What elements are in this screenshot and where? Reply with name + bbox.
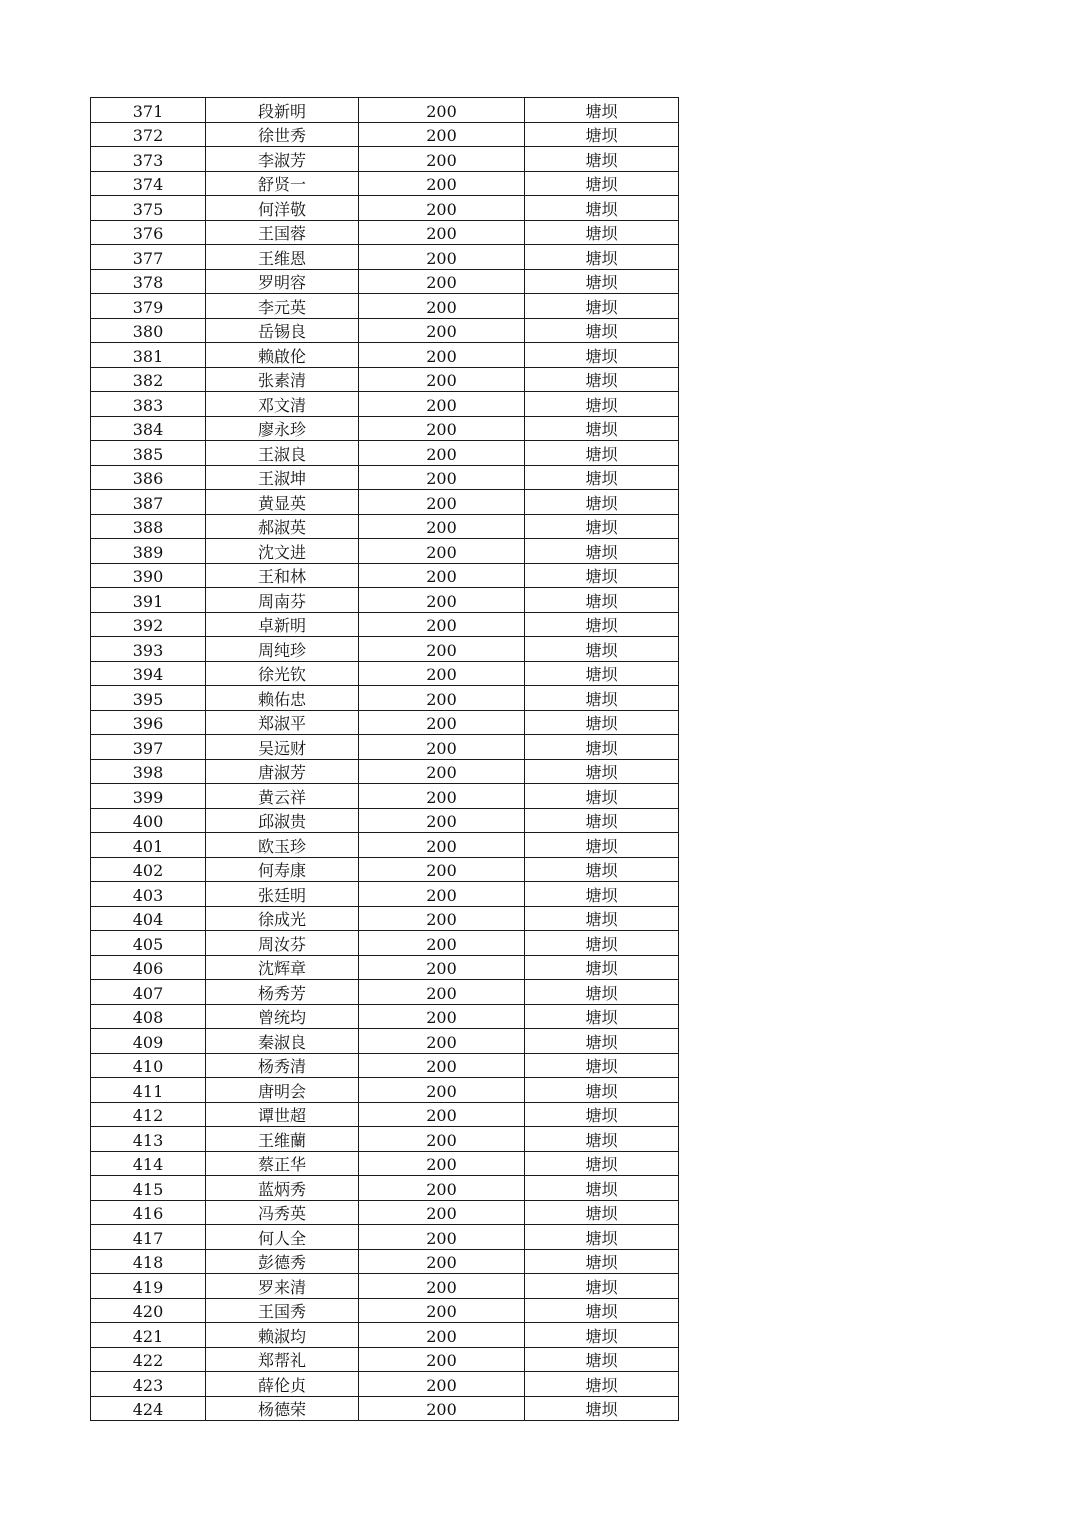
place-cell: 塘坝 — [525, 220, 679, 245]
name-cell: 蔡正华 — [206, 1151, 359, 1176]
amount-cell: 200 — [359, 294, 525, 319]
amount-cell: 200 — [359, 1053, 525, 1078]
place-cell: 塘坝 — [525, 1127, 679, 1152]
amount-cell: 200 — [359, 1127, 525, 1152]
table-row — [91, 1372, 679, 1397]
name-cell: 曾统均 — [206, 1004, 359, 1029]
amount-cell: 200 — [359, 1176, 525, 1201]
name-cell: 郑帮礼 — [206, 1347, 359, 1372]
place-cell: 塘坝 — [525, 1078, 679, 1103]
name-cell: 周汝芬 — [206, 931, 359, 956]
amount-cell: 200 — [359, 122, 525, 147]
table-row — [91, 514, 679, 539]
name-cell: 赖啟伦 — [206, 343, 359, 368]
row-index-cell: 400 — [91, 808, 206, 833]
table-row — [91, 1053, 679, 1078]
row-index-cell: 419 — [91, 1274, 206, 1299]
table-row — [91, 1396, 679, 1421]
table-row — [91, 318, 679, 343]
row-index-cell: 390 — [91, 563, 206, 588]
place-cell: 塘坝 — [525, 294, 679, 319]
place-cell: 塘坝 — [525, 1274, 679, 1299]
table-row — [91, 416, 679, 441]
row-index-cell: 399 — [91, 784, 206, 809]
amount-cell: 200 — [359, 416, 525, 441]
place-cell: 塘坝 — [525, 1102, 679, 1127]
place-cell: 塘坝 — [525, 1298, 679, 1323]
name-cell: 郝淑英 — [206, 514, 359, 539]
table-row — [91, 1176, 679, 1201]
row-index-cell: 410 — [91, 1053, 206, 1078]
amount-cell: 200 — [359, 1200, 525, 1225]
table-row — [91, 1078, 679, 1103]
name-cell: 沈辉章 — [206, 955, 359, 980]
place-cell: 塘坝 — [525, 637, 679, 662]
name-cell: 罗明容 — [206, 269, 359, 294]
name-cell: 秦淑良 — [206, 1029, 359, 1054]
amount-cell: 200 — [359, 808, 525, 833]
table-row — [91, 245, 679, 270]
name-cell: 郑淑平 — [206, 710, 359, 735]
row-index-cell: 381 — [91, 343, 206, 368]
place-cell: 塘坝 — [525, 661, 679, 686]
table-row — [91, 392, 679, 417]
name-cell: 唐淑芳 — [206, 759, 359, 784]
row-index-cell: 404 — [91, 906, 206, 931]
name-cell: 薛伦贞 — [206, 1372, 359, 1397]
name-cell: 廖永珍 — [206, 416, 359, 441]
amount-cell: 200 — [359, 906, 525, 931]
place-cell: 塘坝 — [525, 1372, 679, 1397]
name-cell: 沈文进 — [206, 539, 359, 564]
place-cell: 塘坝 — [525, 882, 679, 907]
place-cell: 塘坝 — [525, 735, 679, 760]
row-index-cell: 388 — [91, 514, 206, 539]
name-cell: 王和林 — [206, 563, 359, 588]
place-cell: 塘坝 — [525, 392, 679, 417]
amount-cell: 200 — [359, 98, 525, 123]
place-cell: 塘坝 — [525, 98, 679, 123]
amount-cell: 200 — [359, 1298, 525, 1323]
name-cell: 何寿康 — [206, 857, 359, 882]
amount-cell: 200 — [359, 1225, 525, 1250]
row-index-cell: 408 — [91, 1004, 206, 1029]
place-cell: 塘坝 — [525, 539, 679, 564]
amount-cell: 200 — [359, 1151, 525, 1176]
amount-cell: 200 — [359, 686, 525, 711]
row-index-cell: 412 — [91, 1102, 206, 1127]
table-row — [91, 1029, 679, 1054]
name-cell: 唐明会 — [206, 1078, 359, 1103]
place-cell: 塘坝 — [525, 833, 679, 858]
row-index-cell: 422 — [91, 1347, 206, 1372]
row-index-cell: 421 — [91, 1323, 206, 1348]
amount-cell: 200 — [359, 857, 525, 882]
row-index-cell: 389 — [91, 539, 206, 564]
name-cell: 徐世秀 — [206, 122, 359, 147]
place-cell: 塘坝 — [525, 588, 679, 613]
name-cell: 王维蘭 — [206, 1127, 359, 1152]
row-index-cell: 423 — [91, 1372, 206, 1397]
name-cell: 杨秀清 — [206, 1053, 359, 1078]
row-index-cell: 396 — [91, 710, 206, 735]
place-cell: 塘坝 — [525, 563, 679, 588]
amount-cell: 200 — [359, 514, 525, 539]
table-row — [91, 980, 679, 1005]
place-cell: 塘坝 — [525, 1176, 679, 1201]
name-cell: 吴远财 — [206, 735, 359, 760]
row-index-cell: 401 — [91, 833, 206, 858]
table-body — [91, 98, 679, 1421]
row-index-cell: 405 — [91, 931, 206, 956]
table-row — [91, 759, 679, 784]
place-cell: 塘坝 — [525, 1225, 679, 1250]
name-cell: 周南芬 — [206, 588, 359, 613]
row-index-cell: 398 — [91, 759, 206, 784]
place-cell: 塘坝 — [525, 808, 679, 833]
amount-cell: 200 — [359, 833, 525, 858]
row-index-cell: 416 — [91, 1200, 206, 1225]
place-cell: 塘坝 — [525, 980, 679, 1005]
name-cell: 王淑坤 — [206, 465, 359, 490]
amount-cell: 200 — [359, 1078, 525, 1103]
name-cell: 蓝炳秀 — [206, 1176, 359, 1201]
amount-cell: 200 — [359, 1347, 525, 1372]
place-cell: 塘坝 — [525, 1029, 679, 1054]
name-cell: 邓文清 — [206, 392, 359, 417]
place-cell: 塘坝 — [525, 1151, 679, 1176]
row-index-cell: 383 — [91, 392, 206, 417]
name-cell: 何人全 — [206, 1225, 359, 1250]
name-cell: 邱淑贵 — [206, 808, 359, 833]
table-row — [91, 122, 679, 147]
row-index-cell: 394 — [91, 661, 206, 686]
amount-cell: 200 — [359, 759, 525, 784]
table-row — [91, 269, 679, 294]
place-cell: 塘坝 — [525, 441, 679, 466]
table-row — [91, 637, 679, 662]
table-row — [91, 465, 679, 490]
name-cell: 舒贤一 — [206, 171, 359, 196]
amount-cell: 200 — [359, 392, 525, 417]
table-row — [91, 1274, 679, 1299]
row-index-cell: 417 — [91, 1225, 206, 1250]
row-index-cell: 371 — [91, 98, 206, 123]
amount-cell: 200 — [359, 661, 525, 686]
table-row — [91, 1347, 679, 1372]
amount-cell: 200 — [359, 367, 525, 392]
place-cell: 塘坝 — [525, 784, 679, 809]
row-index-cell: 386 — [91, 465, 206, 490]
place-cell: 塘坝 — [525, 955, 679, 980]
amount-cell: 200 — [359, 1004, 525, 1029]
place-cell: 塘坝 — [525, 1323, 679, 1348]
row-index-cell: 385 — [91, 441, 206, 466]
name-cell: 彭德秀 — [206, 1249, 359, 1274]
name-cell: 欧玉珍 — [206, 833, 359, 858]
table-row — [91, 147, 679, 172]
place-cell: 塘坝 — [525, 686, 679, 711]
name-cell: 卓新明 — [206, 612, 359, 637]
name-cell: 何洋敬 — [206, 196, 359, 221]
table-row — [91, 686, 679, 711]
table-row — [91, 1200, 679, 1225]
row-index-cell: 375 — [91, 196, 206, 221]
table-row — [91, 220, 679, 245]
name-cell: 王国秀 — [206, 1298, 359, 1323]
row-index-cell: 409 — [91, 1029, 206, 1054]
name-cell: 杨德荣 — [206, 1396, 359, 1421]
name-cell: 张素清 — [206, 367, 359, 392]
table-row — [91, 906, 679, 931]
table-row — [91, 441, 679, 466]
table-row — [91, 882, 679, 907]
table-row — [91, 171, 679, 196]
amount-cell: 200 — [359, 490, 525, 515]
amount-cell: 200 — [359, 343, 525, 368]
place-cell: 塘坝 — [525, 490, 679, 515]
amount-cell: 200 — [359, 441, 525, 466]
place-cell: 塘坝 — [525, 514, 679, 539]
table-row — [91, 1102, 679, 1127]
amount-cell: 200 — [359, 318, 525, 343]
amount-cell: 200 — [359, 980, 525, 1005]
name-cell: 杨秀芳 — [206, 980, 359, 1005]
place-cell: 塘坝 — [525, 1053, 679, 1078]
place-cell: 塘坝 — [525, 269, 679, 294]
row-index-cell: 377 — [91, 245, 206, 270]
name-cell: 黄云祥 — [206, 784, 359, 809]
row-index-cell: 413 — [91, 1127, 206, 1152]
table-row — [91, 955, 679, 980]
place-cell: 塘坝 — [525, 1347, 679, 1372]
place-cell: 塘坝 — [525, 1396, 679, 1421]
name-cell: 徐光钦 — [206, 661, 359, 686]
amount-cell: 200 — [359, 931, 525, 956]
place-cell: 塘坝 — [525, 416, 679, 441]
row-index-cell: 379 — [91, 294, 206, 319]
table-row — [91, 735, 679, 760]
table-row — [91, 1225, 679, 1250]
table-row — [91, 367, 679, 392]
data-table — [90, 97, 679, 1421]
table-row — [91, 490, 679, 515]
row-index-cell: 380 — [91, 318, 206, 343]
name-cell: 李元英 — [206, 294, 359, 319]
table-row — [91, 808, 679, 833]
table-row — [91, 1249, 679, 1274]
row-index-cell: 411 — [91, 1078, 206, 1103]
name-cell: 赖佑忠 — [206, 686, 359, 711]
place-cell: 塘坝 — [525, 465, 679, 490]
amount-cell: 200 — [359, 269, 525, 294]
row-index-cell: 384 — [91, 416, 206, 441]
amount-cell: 200 — [359, 1323, 525, 1348]
row-index-cell: 372 — [91, 122, 206, 147]
name-cell: 王国蓉 — [206, 220, 359, 245]
table-row — [91, 1323, 679, 1348]
table-row — [91, 612, 679, 637]
row-index-cell: 403 — [91, 882, 206, 907]
amount-cell: 200 — [359, 1102, 525, 1127]
amount-cell: 200 — [359, 171, 525, 196]
name-cell: 黄显英 — [206, 490, 359, 515]
row-index-cell: 382 — [91, 367, 206, 392]
name-cell: 王淑良 — [206, 441, 359, 466]
row-index-cell: 420 — [91, 1298, 206, 1323]
place-cell: 塘坝 — [525, 318, 679, 343]
place-cell: 塘坝 — [525, 906, 679, 931]
place-cell: 塘坝 — [525, 1200, 679, 1225]
amount-cell: 200 — [359, 710, 525, 735]
name-cell: 王维恩 — [206, 245, 359, 270]
amount-cell: 200 — [359, 539, 525, 564]
name-cell: 徐成光 — [206, 906, 359, 931]
amount-cell: 200 — [359, 784, 525, 809]
table-row — [91, 833, 679, 858]
table-row — [91, 1004, 679, 1029]
name-cell: 赖淑均 — [206, 1323, 359, 1348]
amount-cell: 200 — [359, 220, 525, 245]
row-index-cell: 395 — [91, 686, 206, 711]
place-cell: 塘坝 — [525, 710, 679, 735]
row-index-cell: 414 — [91, 1151, 206, 1176]
table-row — [91, 588, 679, 613]
row-index-cell: 407 — [91, 980, 206, 1005]
amount-cell: 200 — [359, 1029, 525, 1054]
row-index-cell: 406 — [91, 955, 206, 980]
place-cell: 塘坝 — [525, 196, 679, 221]
row-index-cell: 397 — [91, 735, 206, 760]
name-cell: 岳锡良 — [206, 318, 359, 343]
amount-cell: 200 — [359, 955, 525, 980]
place-cell: 塘坝 — [525, 343, 679, 368]
table-row — [91, 196, 679, 221]
name-cell: 张廷明 — [206, 882, 359, 907]
table-row — [91, 294, 679, 319]
amount-cell: 200 — [359, 1372, 525, 1397]
amount-cell: 200 — [359, 1396, 525, 1421]
amount-cell: 200 — [359, 735, 525, 760]
place-cell: 塘坝 — [525, 245, 679, 270]
name-cell: 罗来清 — [206, 1274, 359, 1299]
row-index-cell: 378 — [91, 269, 206, 294]
amount-cell: 200 — [359, 882, 525, 907]
name-cell: 段新明 — [206, 98, 359, 123]
row-index-cell: 402 — [91, 857, 206, 882]
place-cell: 塘坝 — [525, 171, 679, 196]
table-row — [91, 784, 679, 809]
row-index-cell: 373 — [91, 147, 206, 172]
table-row — [91, 343, 679, 368]
amount-cell: 200 — [359, 196, 525, 221]
place-cell: 塘坝 — [525, 931, 679, 956]
table-row — [91, 563, 679, 588]
name-cell: 李淑芳 — [206, 147, 359, 172]
place-cell: 塘坝 — [525, 147, 679, 172]
table-row — [91, 710, 679, 735]
place-cell: 塘坝 — [525, 612, 679, 637]
amount-cell: 200 — [359, 637, 525, 662]
row-index-cell: 391 — [91, 588, 206, 613]
amount-cell: 200 — [359, 1274, 525, 1299]
place-cell: 塘坝 — [525, 1004, 679, 1029]
row-index-cell: 415 — [91, 1176, 206, 1201]
place-cell: 塘坝 — [525, 367, 679, 392]
table-row — [91, 857, 679, 882]
table-row — [91, 931, 679, 956]
table-row — [91, 1127, 679, 1152]
amount-cell: 200 — [359, 465, 525, 490]
amount-cell: 200 — [359, 563, 525, 588]
name-cell: 周纯珍 — [206, 637, 359, 662]
amount-cell: 200 — [359, 245, 525, 270]
table-row — [91, 1298, 679, 1323]
row-index-cell: 376 — [91, 220, 206, 245]
table-row — [91, 1151, 679, 1176]
row-index-cell: 393 — [91, 637, 206, 662]
row-index-cell: 418 — [91, 1249, 206, 1274]
amount-cell: 200 — [359, 612, 525, 637]
table-row — [91, 98, 679, 123]
name-cell: 谭世超 — [206, 1102, 359, 1127]
name-cell: 冯秀英 — [206, 1200, 359, 1225]
amount-cell: 200 — [359, 1249, 525, 1274]
row-index-cell: 392 — [91, 612, 206, 637]
place-cell: 塘坝 — [525, 857, 679, 882]
table-row — [91, 539, 679, 564]
row-index-cell: 374 — [91, 171, 206, 196]
row-index-cell: 424 — [91, 1396, 206, 1421]
place-cell: 塘坝 — [525, 759, 679, 784]
row-index-cell: 387 — [91, 490, 206, 515]
amount-cell: 200 — [359, 588, 525, 613]
table-row — [91, 661, 679, 686]
place-cell: 塘坝 — [525, 122, 679, 147]
place-cell: 塘坝 — [525, 1249, 679, 1274]
amount-cell: 200 — [359, 147, 525, 172]
